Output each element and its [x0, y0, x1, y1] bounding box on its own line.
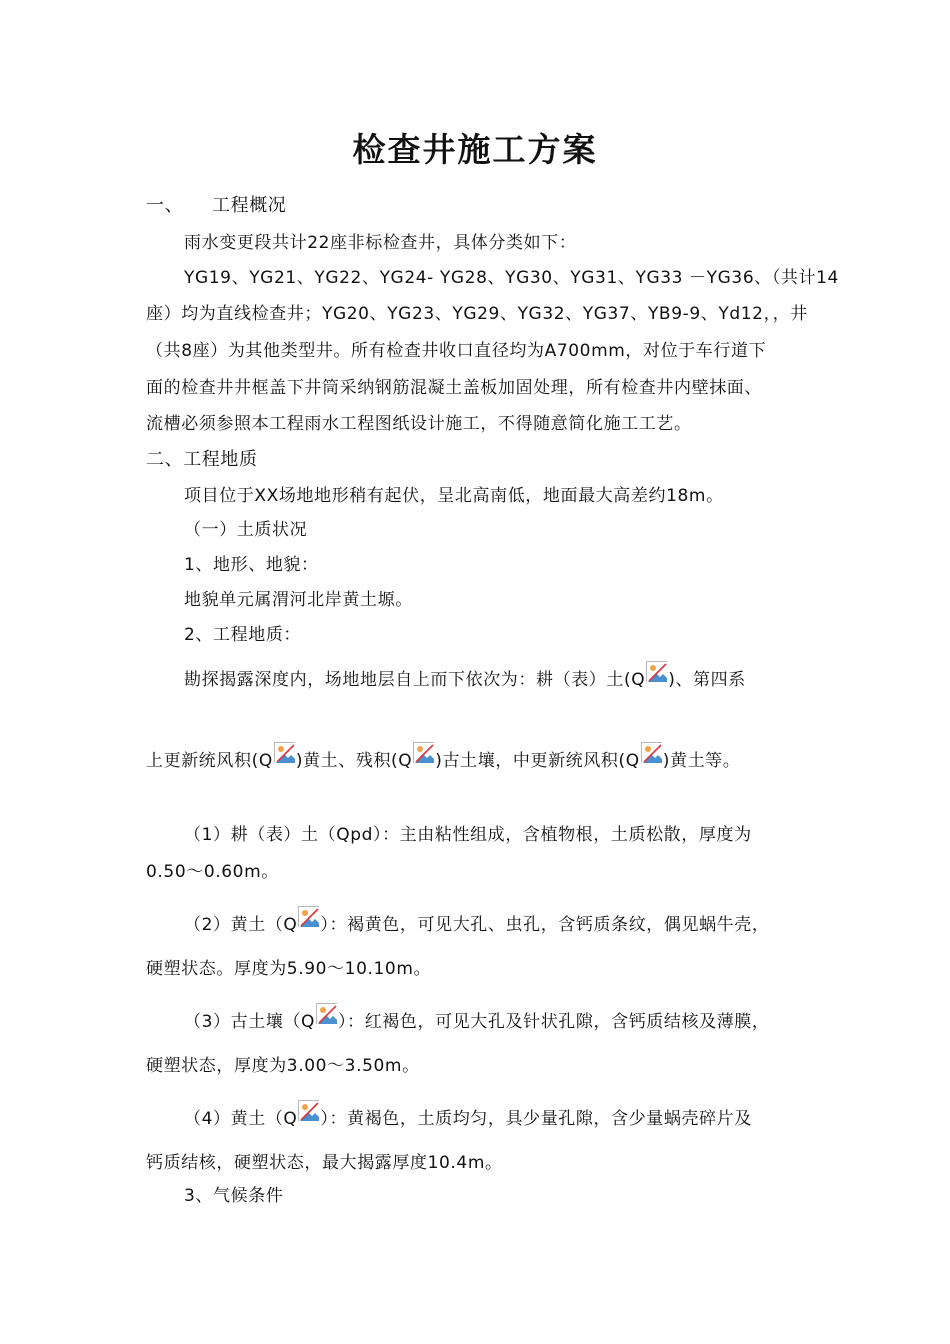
- section-1-number: 一、: [146, 195, 184, 216]
- geology-line-1: [184, 661, 746, 692]
- text-run: ）：褐黄色，可见大孔、虫孔，含钙质条纹，偶见蜗牛壳，: [320, 915, 770, 935]
- item-1-line-2: 0.50～0.60m。: [146, 862, 279, 882]
- paragraph-line: 面的检查井井框盖下井筒采纳钢筋混凝土盖板加固处理，所有检查井内壁抹面、: [146, 378, 762, 398]
- formula-image-icon: [316, 1003, 337, 1024]
- paragraph-intro: 雨水变更段共计22座非标检查井，具体分类如下：: [184, 233, 577, 253]
- text-run: 上更新统风积(Q: [146, 751, 273, 771]
- item-3-line-2: 硬塑状态，厚度为3.00～3.50m。: [146, 1056, 420, 1076]
- formula-image-icon: [413, 742, 434, 763]
- text-run: ）：红褐色，可见大孔及针状孔隙，含钙质结核及薄膜，: [338, 1012, 770, 1032]
- item-3-line-1: [184, 1003, 770, 1034]
- item-2-line-2: 硬塑状态。厚度为5.90～10.10m。: [146, 959, 432, 979]
- item-4-line-2: 钙质结核，硬塑状态，最大揭露厚度10.4m。: [146, 1153, 503, 1173]
- text-run: )古土壤，中更新统风积(Q: [435, 751, 640, 771]
- paragraph-line: （共8座）为其他类型井。所有检查井收口直径均为A700mm，对位于车行道下: [146, 341, 767, 361]
- section-1-heading: 工程概况: [212, 195, 287, 216]
- paragraph-line: YG19、YG21、YG22、YG24- YG28、YG30、YG31、YG33 －YG36、（共计14: [184, 268, 839, 288]
- formula-image-icon: [646, 661, 667, 682]
- text-run: （2）黄土（Q: [184, 915, 298, 935]
- text-run: 勘探揭露深度内，场地地层自上而下依次为：耕（表）土(Q: [184, 670, 646, 690]
- paragraph-line: 座）均为直线检查井；YG20、YG23、YG29、YG32、YG37、YB9-9、Yd12，，井: [146, 304, 808, 324]
- subsection-climate: 3、气候条件: [184, 1186, 284, 1206]
- item-4-line-1: [184, 1100, 752, 1131]
- subsection-terrain: 1、地形、地貌：: [184, 555, 319, 575]
- formula-image-icon: [298, 906, 319, 927]
- formula-image-icon: [274, 742, 295, 763]
- paragraph-line: 流槽必须参照本工程雨水工程图纸设计施工，不得随意简化施工工艺。: [146, 414, 692, 434]
- paragraph-location: 项目位于XX场地地形稍有起伏，呈北高南低，地面最大高差约18m。: [184, 486, 724, 506]
- formula-image-icon: [641, 742, 662, 763]
- geology-line-2: [146, 742, 740, 773]
- item-2-line-1: [184, 906, 770, 937]
- text-run: )、第四系: [668, 670, 746, 690]
- subsection-soil: （一）土质状况: [184, 520, 308, 540]
- terrain-text: 地貌单元属渭河北岸黄土塬。: [184, 590, 413, 610]
- text-run: （4）黄土（Q: [184, 1109, 298, 1129]
- section-2-heading: 二、工程地质: [146, 449, 258, 470]
- text-run: ）：黄褐色，土质均匀，具少量孔隙，含少量蜗壳碎片及: [320, 1109, 752, 1129]
- text-run: )黄土、残积(Q: [295, 751, 413, 771]
- text-run: )黄土等。: [662, 751, 741, 771]
- subsection-geology: 2、工程地质：: [184, 625, 302, 645]
- text-run: （3）古土壤（Q: [184, 1012, 315, 1032]
- formula-image-icon: [298, 1100, 319, 1121]
- document-title: 检查井施工方案: [352, 130, 598, 169]
- item-1-line-1: （1）耕（表）土（Qpd）：主由粘性组成，含植物根，土质松散，厚度为: [184, 825, 752, 845]
